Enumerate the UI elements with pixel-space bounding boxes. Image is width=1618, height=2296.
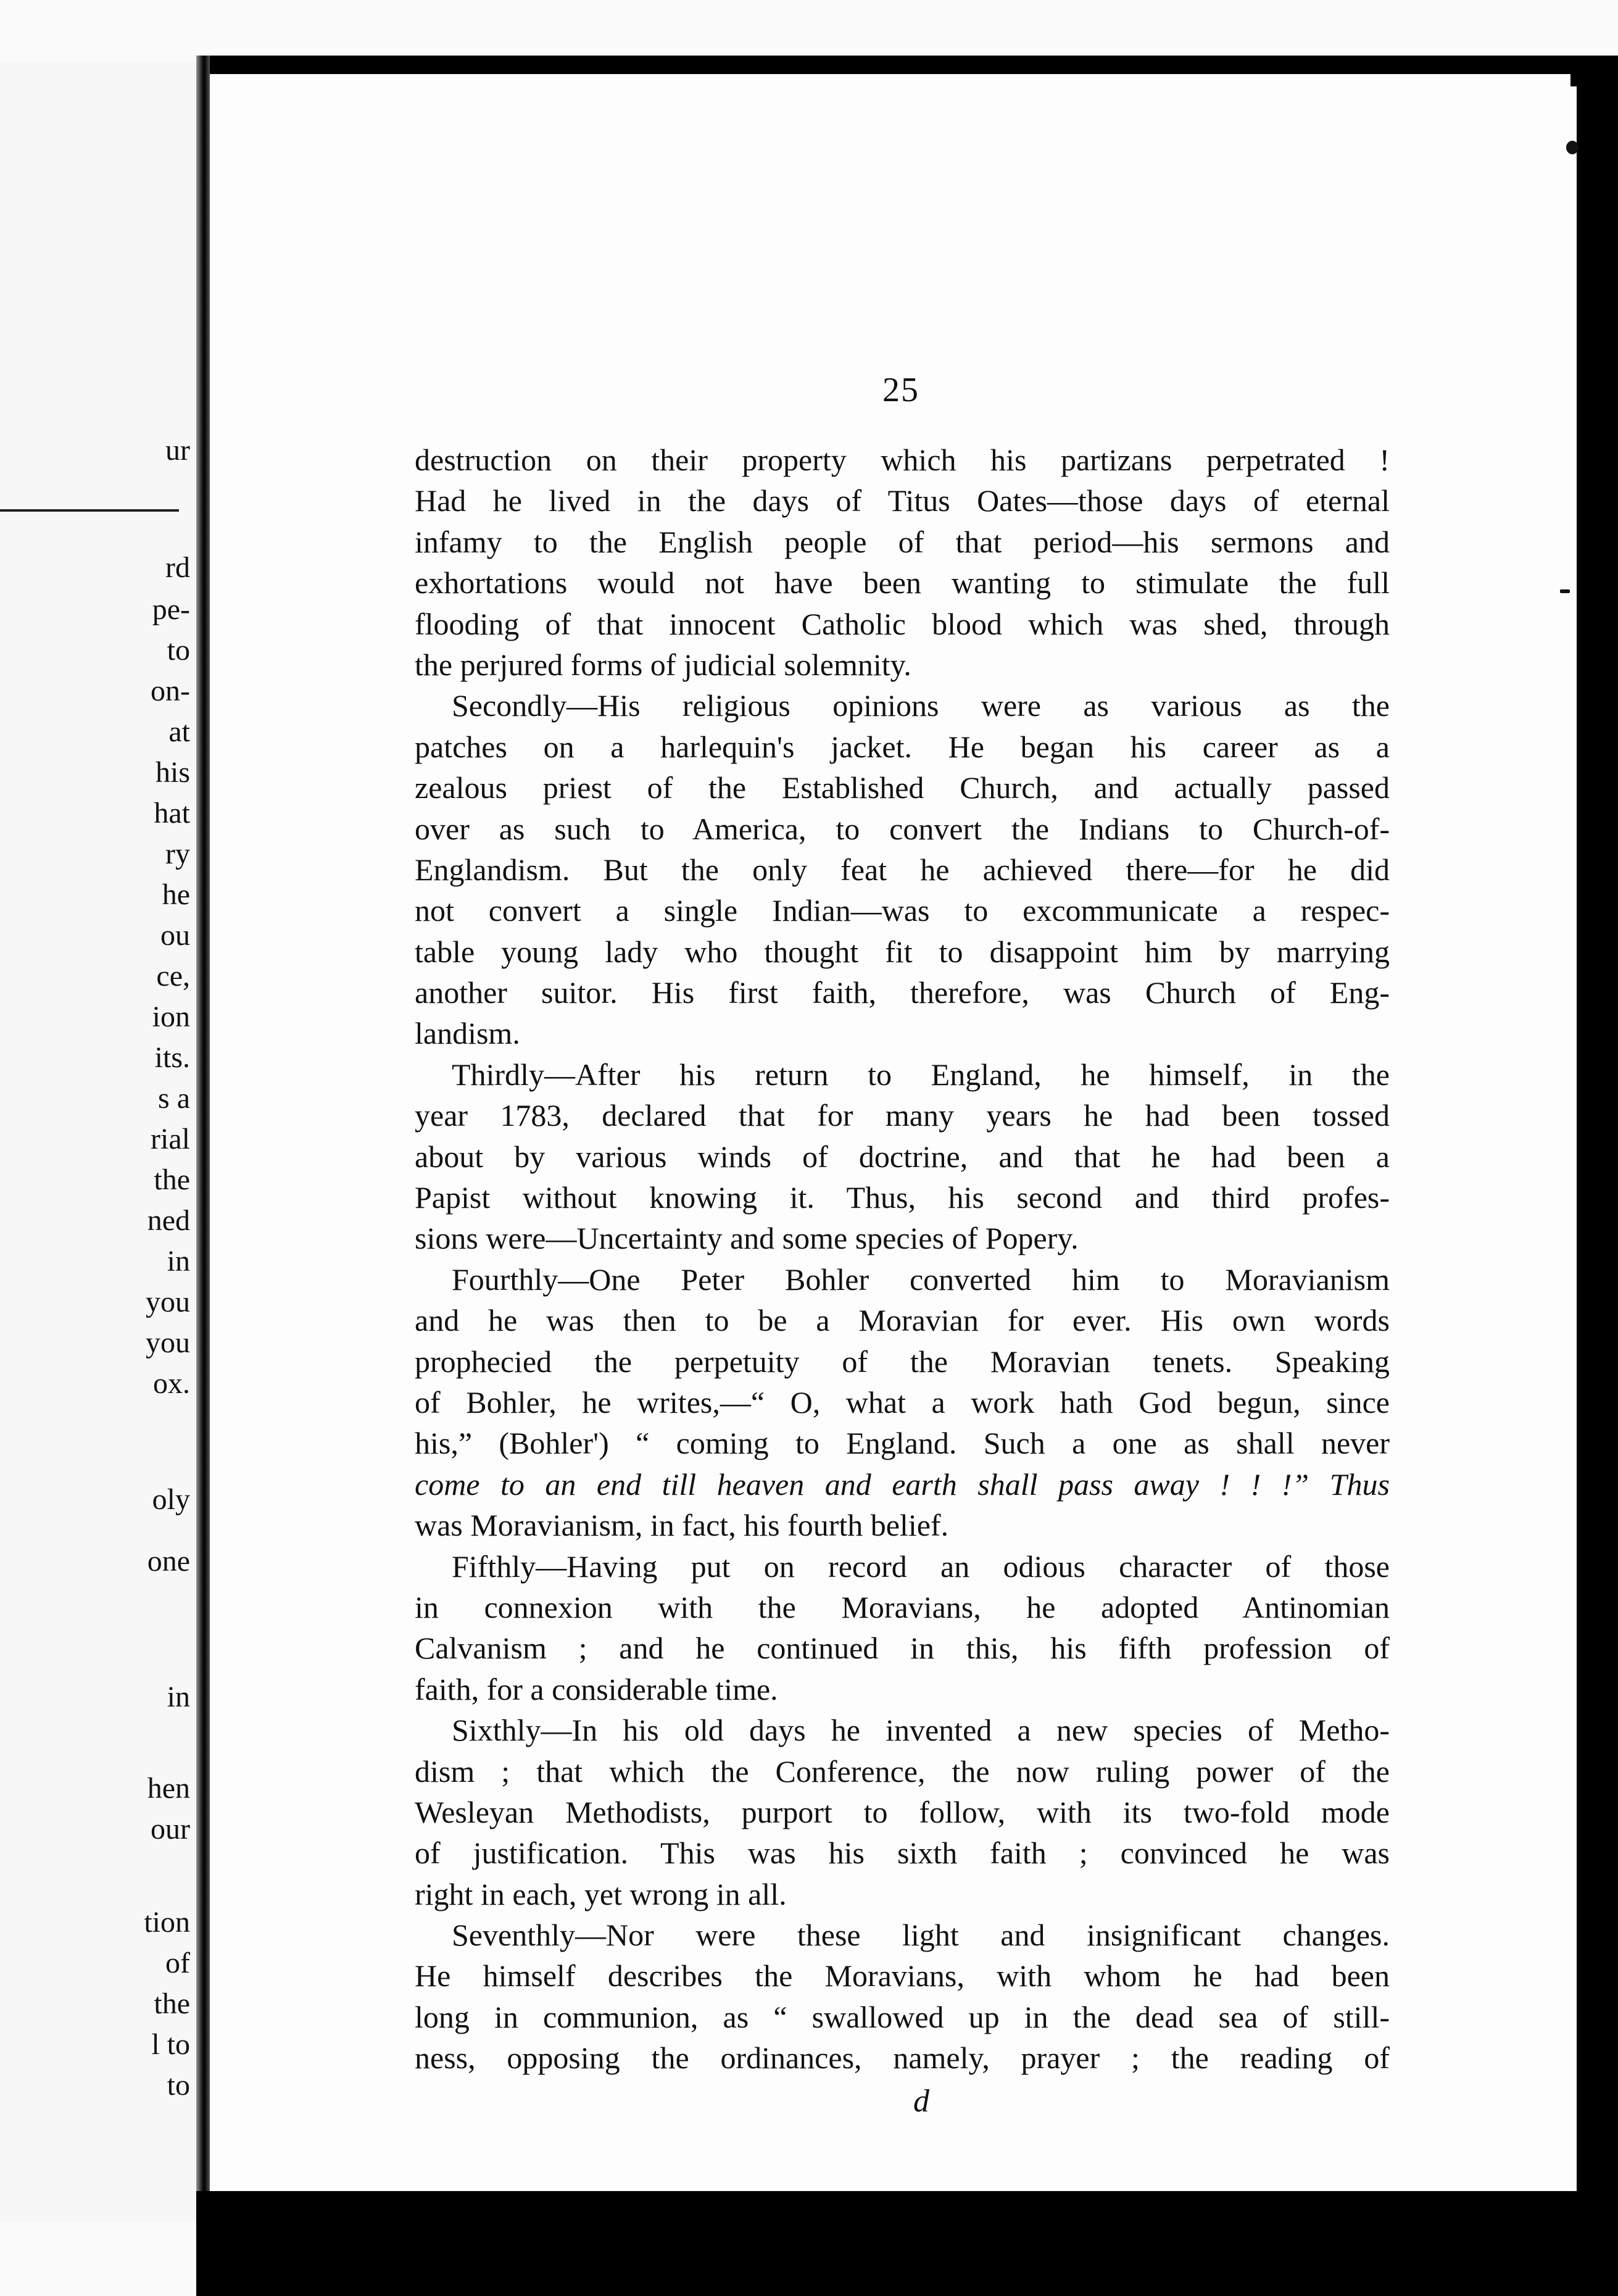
facing-fragment: in [167, 1245, 190, 1278]
facing-fragment: l to [151, 2028, 190, 2061]
text-line: zealous priest of the Established Church, and actually passed [415, 770, 1390, 805]
text-line: year 1783, declared that for many years he had been tossed [415, 1098, 1390, 1133]
page-body-text [415, 439, 1390, 2079]
facing-fragment: one [147, 1545, 190, 1578]
paragraph-fourthly-start: Fourthly—One Peter Bohler converted him to Moravianism [452, 1262, 1390, 1297]
facing-fragment: to [167, 2069, 190, 2102]
facing-fragment: ry [165, 838, 190, 870]
paragraph-seventhly-start: Seventhly—Nor were these light and insignificant changes. [452, 1918, 1390, 1953]
facing-fragment: of [165, 1947, 190, 1979]
text-line: prophecied the perpetuity of the Moravian tenets. Speaking [415, 1344, 1390, 1379]
scan-border-right [1577, 56, 1618, 2296]
text-line: another suitor. His first faith, therefore, was Church of Eng- [415, 975, 1390, 1010]
page-number: 25 [882, 371, 919, 409]
facing-fragment: rd [165, 551, 190, 584]
ink-speck [1566, 141, 1579, 154]
facing-fragment: ion [152, 1000, 190, 1033]
text-line: Wesleyan Methodists, purport to follow, with its two-fold mode [415, 1794, 1390, 1829]
text-line: the perjured forms of judicial solemnity. [415, 647, 911, 682]
text-line: faith, for a considerable time. [415, 1671, 778, 1707]
text-line: right in each, yet wrong in all. [415, 1876, 787, 1911]
facing-page-left [0, 62, 196, 2222]
text-line: not convert a single Indian—was to excommunicate a respec- [415, 893, 1390, 928]
facing-fragment: ou [160, 919, 190, 952]
facing-fragment: you [146, 1326, 190, 1359]
text-line: long in communion, as “ swallowed up in the dead sea of still- [415, 1999, 1390, 2034]
text-line: infamy to the English people of that period—his sermons and [415, 524, 1390, 559]
facing-fragment: at [168, 715, 190, 748]
facing-fragment: he [162, 878, 190, 911]
text-line: in connexion with the Moravians, he adopted Antinomian [415, 1589, 1390, 1624]
text-line: Calvanism ; and he continued in this, his fifth profession of [415, 1631, 1390, 1666]
text-line: ness, opposing the ordinances, namely, prayer ; the reading of [415, 2040, 1390, 2076]
text-line: patches on a harlequin's jacket. He began his career as a [415, 729, 1390, 764]
facing-fragment: on- [151, 675, 190, 707]
facing-fragment: tion [144, 1906, 190, 1939]
text-line: was Moravianism, in fact, his fourth belief. [415, 1508, 949, 1543]
facing-page-rule [0, 509, 179, 512]
facing-fragment: ned [147, 1204, 190, 1237]
paragraph-fifthly-start: Fifthly—Having put on record an odious character of those [452, 1549, 1390, 1584]
facing-fragment: rial [151, 1123, 190, 1155]
left-page-top-margin [0, 0, 196, 62]
text-line: landism. [415, 1016, 520, 1051]
text-line-italic: come to an end till heaven and earth shall pass away ! ! !” Thus [415, 1466, 1390, 1502]
text-line: table young lady who thought fit to disappoint him by marrying [415, 934, 1390, 969]
paragraph-secondly-start: Secondly—His religious opinions were as various as the [452, 688, 1390, 723]
text-line: dism ; that which the Conference, the now ruling power of the [415, 1753, 1390, 1789]
facing-fragment: oly [152, 1483, 190, 1516]
paragraph-thirdly-start: Thirdly—After his return to England, he himself, in the [452, 1057, 1390, 1092]
scan-border-bottom [196, 2191, 1618, 2296]
paragraph-sixthly-start: Sixthly—In his old days he invented a new species of Metho- [452, 1713, 1390, 1748]
facing-fragment: its. [154, 1041, 190, 1074]
signature-mark: d [913, 2084, 929, 2119]
text-line: Papist without knowing it. Thus, his second and third profes- [415, 1180, 1390, 1215]
text-line: flooding of that innocent Catholic blood which was shed, through [415, 606, 1390, 641]
text-line: He himself describes the Moravians, with whom he had been [415, 1958, 1390, 1994]
facing-fragment: ox. [153, 1367, 190, 1400]
text-line: of Bohler, he writes,—“ O, what a work hath God begun, since [415, 1384, 1390, 1420]
facing-fragment: ce, [156, 960, 190, 992]
text-line: destruction on their property which his partizans perpetrated ! [415, 443, 1390, 477]
facing-fragment: s a [158, 1082, 190, 1115]
facing-page-fragments [0, 62, 196, 2222]
facing-fragment: hat [154, 797, 190, 830]
book-spine [196, 56, 210, 2234]
text-line: sions were—Uncertainty and some species of Popery. [415, 1221, 1079, 1256]
text-line: exhortations would not have been wanting to stimulate the full [415, 565, 1390, 601]
facing-fragment: in [167, 1681, 190, 1713]
facing-fragment: hen [147, 1772, 190, 1805]
ink-speck [1560, 589, 1570, 593]
text-line: about by various winds of doctrine, and that he had been a [415, 1139, 1390, 1174]
facing-fragment: you [146, 1286, 190, 1318]
facing-fragment: pe- [152, 593, 190, 626]
facing-fragment: the [154, 1163, 190, 1196]
facing-fragment: his [155, 756, 190, 789]
facing-fragment: the [154, 1987, 190, 2020]
facing-fragment: to [167, 634, 190, 667]
text-line: his,” (Bohler') “ coming to England. Such a one as shall never [415, 1426, 1390, 1461]
text-line: Had he lived in the days of Titus Oates—those days of eternal [415, 483, 1390, 518]
facing-fragment: our [151, 1813, 190, 1845]
text-line: Englandism. But the only feat he achieved there—for he did [415, 852, 1390, 887]
text-line: over as such to America, to convert the Indians to Church-of- [415, 811, 1390, 846]
text-line: of justification. This was his sixth faith ; convinced he was [415, 1836, 1390, 1871]
text-line: and he was then to be a Moravian for ever. His own words [415, 1303, 1390, 1338]
facing-fragment: ur [165, 434, 190, 467]
